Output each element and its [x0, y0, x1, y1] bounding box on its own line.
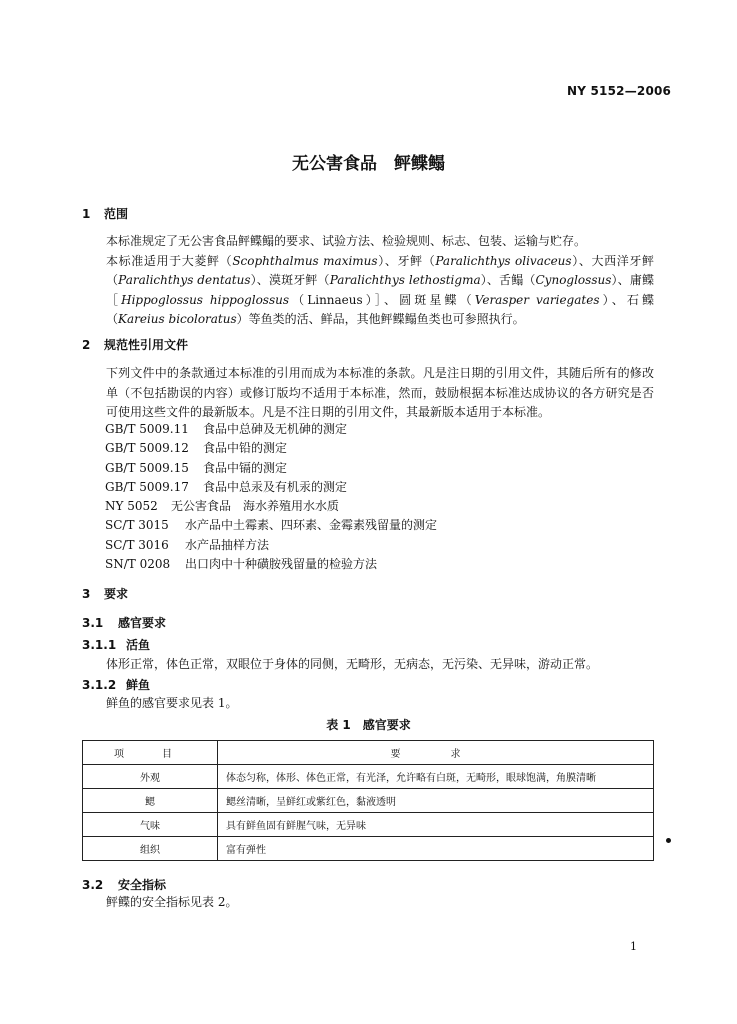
column-header-requirement: 要 求 [218, 741, 654, 765]
reference-item: SC/T 3016 水产品抽样方法 [105, 537, 270, 552]
table-cell-item: 鳃 [83, 789, 218, 813]
table-cell-item: 气味 [83, 813, 218, 837]
reference-list [105, 420, 437, 574]
table-cell-requirement: 富有弹性 [218, 837, 654, 861]
section-number: 3.1 [82, 616, 104, 630]
table-cell-requirement: 鳃丝清晰，呈鲜红或紫红色，黏液透明 [218, 789, 654, 813]
scan-mark-dot [666, 838, 671, 843]
section-number: 3.2 [82, 878, 104, 892]
fresh-fish-note: 鲜鱼的感官要求见表 1。 [106, 696, 238, 710]
table-header-row [83, 741, 654, 765]
table-row [83, 837, 654, 861]
section-title: 感官要求 [118, 616, 167, 630]
section-number: 2 [82, 338, 91, 352]
section-3-1-2-heading [82, 676, 150, 693]
scope-paragraph-2: 本标准适用于大菱鲆（Scophthalmus maximus）、牙鲆（Paralichthys olivaceus）、大西洋牙鲆（Paralichthys dentatus）、漠斑牙鲆（Paralichthys lethostigma）、舌鳎（Cynoglossus）、庸鲽［Hippoglossus hippoglossus（Linnaeus）］、圆斑星鲽（Verasper variegates）、石鲽（Kareius bicoloratus）等鱼类的活、鲜品，其他鲆鲽鳎鱼类也可参照执行。 [106, 253, 654, 326]
live-fish-requirement: 体形正常，体色正常，双眼位于身体的同侧，无畸形，无病态，无污染、无异味，游动正常。 [106, 657, 599, 671]
column-header-item: 项 目 [83, 741, 218, 765]
reference-item: GB/T 5009.15 食品中镉的测定 [105, 460, 288, 475]
table-row [83, 789, 654, 813]
reference-item: GB/T 5009.11 食品中总砷及无机砷的测定 [105, 422, 348, 436]
table-cell-requirement: 具有鲜鱼固有鲜腥气味，无异味 [218, 813, 654, 837]
reference-item: SN/T 0208 出口肉中十种磺胺残留量的检验方法 [105, 557, 378, 572]
section-3-2-heading [82, 876, 166, 893]
table-row [83, 813, 654, 837]
reference-item: GB/T 5009.17 食品中总汞及有机汞的测定 [105, 479, 348, 494]
document-title: 无公害食品 鲆鲽鳎 [292, 154, 445, 174]
section-3-1-1-heading [82, 636, 150, 653]
safety-indicators-note: 鲆鲽的安全指标见表 2。 [106, 895, 238, 909]
section-number: 1 [82, 207, 91, 221]
table-cell-item: 组织 [83, 837, 218, 861]
section-2-heading [82, 336, 188, 353]
table-1-caption: 表 1 感官要求 [326, 718, 411, 732]
section-2-intro [82, 364, 654, 423]
section-1-body [82, 232, 654, 330]
section-1-heading [82, 205, 128, 222]
references-intro: 下列文件中的条款通过本标准的引用而成为本标准的条款。凡是注日期的引用文件，其随后所有的修改单（不包括勘误的内容）或修订版均不适用于本标准，然而，鼓励根据本标准达成协议的各方研究是否可使用这些文件的最新版本。凡是不注日期的引用文件，其最新版本适用于本标准。 [106, 366, 654, 419]
section-title: 范围 [104, 207, 129, 221]
sensory-requirements-table [82, 740, 654, 861]
reference-item: GB/T 5009.12 食品中铅的测定 [105, 441, 288, 456]
section-number: 3 [82, 587, 91, 601]
section-number: 3.1.1 [82, 638, 117, 652]
section-title: 安全指标 [118, 878, 167, 892]
table-cell-item: 外观 [83, 765, 218, 789]
section-title: 活鱼 [126, 638, 151, 652]
reference-item: NY 5052 无公害食品 海水养殖用水水质 [105, 499, 340, 514]
section-title: 规范性引用文件 [104, 338, 189, 352]
table-cell-requirement: 体态匀称，体形、体色正常，有光泽，允许略有白斑，无畸形，眼球饱满，角膜清晰 [218, 765, 654, 789]
section-3-1-heading [82, 614, 166, 631]
section-3-heading [82, 585, 128, 602]
section-title: 要求 [104, 587, 129, 601]
scope-paragraph-1: 本标准规定了无公害食品鲆鲽鳎的要求、试验方法、检验规则、标志、包装、运输与贮存。 [106, 234, 587, 248]
table-row [83, 765, 654, 789]
reference-item: SC/T 3015 水产品中土霉素、四环素、金霉素残留量的测定 [105, 518, 438, 533]
section-number: 3.1.2 [82, 678, 117, 692]
page-number: 1 [630, 940, 637, 953]
standard-number: NY 5152—2006 [567, 84, 672, 98]
section-title: 鲜鱼 [126, 678, 151, 692]
